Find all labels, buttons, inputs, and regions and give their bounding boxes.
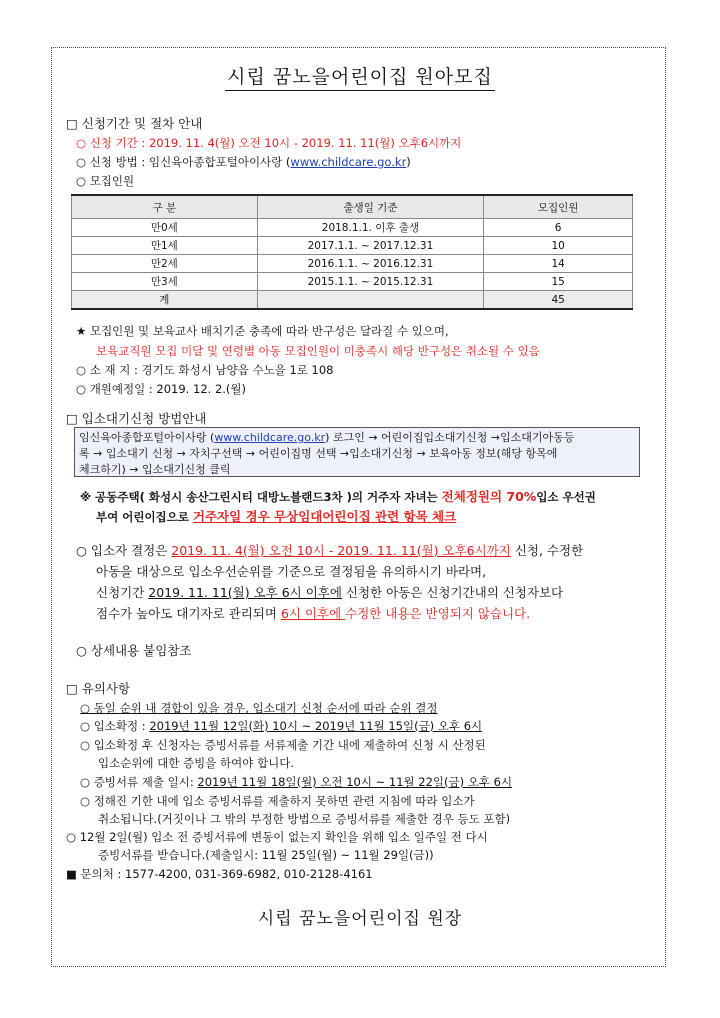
table-row (72, 237, 633, 255)
steps-line-1: 임신육아종합포털아이사랑 (www.childcare.go.kr) 로그인 → 어린이집입소대기신청 →입소대기아동등 (79, 431, 575, 444)
section-heading-cautions: □ 유의사항 (66, 681, 131, 696)
waitlist-steps-box (74, 427, 640, 477)
table-row (72, 219, 633, 237)
decision-line-2: 아동을 대상으로 입소우선순위를 기준으로 결정됨을 유의하시기 바라며, (96, 564, 487, 579)
decision-line-4: 점수가 높아도 대기자로 관리되며 6시 이후에 수정한 내용은 반영되지 않습니다. (96, 606, 531, 621)
childcare-link[interactable]: www.childcare.go.kr (290, 155, 407, 169)
caution-item-1: ○ 동일 순위 내 경합이 있을 경우, 입소대기 신청 순서에 따라 순위 결정 (80, 701, 438, 715)
steps-line-3: 체크하기) → 입소대기신청 클릭 (79, 463, 231, 476)
cell-age: 만0세 (72, 219, 258, 237)
steps-line-2: 록 → 입소대기 신청 → 자치구선택 → 어린이집명 선택 →입소대기신청 → 보육아동 정보(해당 항목에 (79, 447, 558, 460)
caution-item-5-cont: 취소됩니다.(거짓이나 그 밖의 부정한 방법으로 증빙서류를 제출한 경우 등도 포함) (98, 812, 511, 826)
application-period: ○ 신청 기간 : 2019. 11. 4(월) 오전 10시 - 2019. 11. 11(월) 오후6시까지 (76, 136, 462, 150)
cell-age: 만1세 (72, 237, 258, 255)
decision-line-3: 신청기간 2019. 11. 11(월) 오후 6시 이후에 신청한 아동은 신청기간내의 신청자보다 (96, 585, 564, 600)
col-header-category: 구 분 (72, 195, 258, 219)
priority-note-line2: 부여 어린이집으로 거주자일 경우 무상임대어린이집 관련 항목 체크 (96, 509, 457, 524)
table-total-row (72, 291, 633, 310)
cell-birthdate: 2018.1.1. 이후 출생 (257, 219, 484, 237)
cell-total-empty (257, 291, 484, 310)
table-header-row (72, 195, 633, 219)
col-header-count: 모집인원 (484, 195, 633, 219)
recruit-label: ○ 모집인원 (76, 174, 135, 188)
cell-birthdate: 2015.1.1. ~ 2015.12.31 (257, 273, 484, 291)
section-heading-waitlist: □ 입소대기신청 방법안내 (66, 411, 207, 426)
caution-item-4: ○ 증빙서류 제출 일시: 2019년 11월 18일(월) 오전 10시 ~ 11월 22일(금) 오후 6시 (80, 775, 513, 789)
cell-total-label: 계 (72, 291, 258, 310)
cell-count: 15 (484, 273, 633, 291)
caution-item-2: ○ 입소확정 : 2019년 11월 12일(화) 10시 ~ 2019년 11월 15일(금) 오후 6시 (80, 719, 483, 733)
signature-footer: 시립 꿈노을어린이집 원장 (257, 909, 463, 929)
cell-count: 10 (484, 237, 633, 255)
priority-note-line1: ※ 공동주택( 화성시 송산그린시티 대방노블랜드3차 )의 거주자 자녀는 전체정원의 70%입소 우선권 (80, 489, 596, 504)
caution-item-3: ○ 입소확정 후 신청자는 증빙서류를 서류제출 기간 내에 제출하여 신청 시 산정된 (80, 738, 486, 752)
recruit-table (71, 194, 633, 310)
cell-age: 만2세 (72, 255, 258, 273)
cell-age: 만3세 (72, 273, 258, 291)
detail-reference: ○ 상세내용 붙임참조 (76, 643, 192, 658)
cell-count: 6 (484, 219, 633, 237)
cell-birthdate: 2016.1.1. ~ 2016.12.31 (257, 255, 484, 273)
application-method: ○ 신청 방법 : 임신육아종합포털아이사랑 (www.childcare.go.kr) (76, 155, 411, 169)
page-title: 시립 꿈노을어린이집 원아모집 (0, 62, 720, 89)
decision-line-1: ○ 입소자 결정은 2019. 11. 4(월) 오전 10시 - 2019. 11. 11(월) 오후6시까지 신청, 수정한 (76, 543, 584, 558)
cell-birthdate: 2017.1.1. ~ 2017.12.31 (257, 237, 484, 255)
caution-item-6: ○ 12월 2일(월) 입소 전 증빙서류에 변동이 없는지 확인을 위해 입소 일주일 전 다시 (66, 830, 488, 844)
cell-total-count: 45 (484, 291, 633, 310)
section-heading-application: □ 신청기간 및 절차 안내 (66, 116, 203, 131)
address: ○ 소 재 지 : 경기도 화성시 남양읍 수노을 1로 108 (76, 363, 334, 377)
childcare-link[interactable]: www.childcare.go.kr (214, 431, 326, 444)
cell-count: 14 (484, 255, 633, 273)
caution-item-6-cont: 증빙서류를 받습니다.(제출일시: 11월 25일(월) ~ 11월 29일(금)) (98, 848, 434, 862)
class-cancel-note: 보육교직원 모집 미달 및 연령별 아동 모집인원이 미충족시 해당 반구성은 취소될 수 있음 (96, 344, 540, 358)
table-row (72, 273, 633, 291)
contact-info: ■ 문의처 : 1577-4200, 031-369-6982, 010-2128-4161 (66, 867, 373, 881)
caution-item-5: ○ 정해진 기한 내에 입소 증빙서류를 제출하지 못하면 관련 지침에 따라 입소가 (80, 794, 475, 808)
opening-date: ○ 개원예정일 : 2019. 12. 2.(월) (76, 382, 246, 396)
table-row (72, 255, 633, 273)
caution-item-3-cont: 입소순위에 대한 증빙을 하여야 합니다. (98, 756, 295, 770)
class-note: ★ 모집인원 및 보육교사 배치기준 충족에 따라 반구성은 달라질 수 있으며, (76, 324, 449, 338)
col-header-birthdate: 출생일 기준 (257, 195, 484, 219)
